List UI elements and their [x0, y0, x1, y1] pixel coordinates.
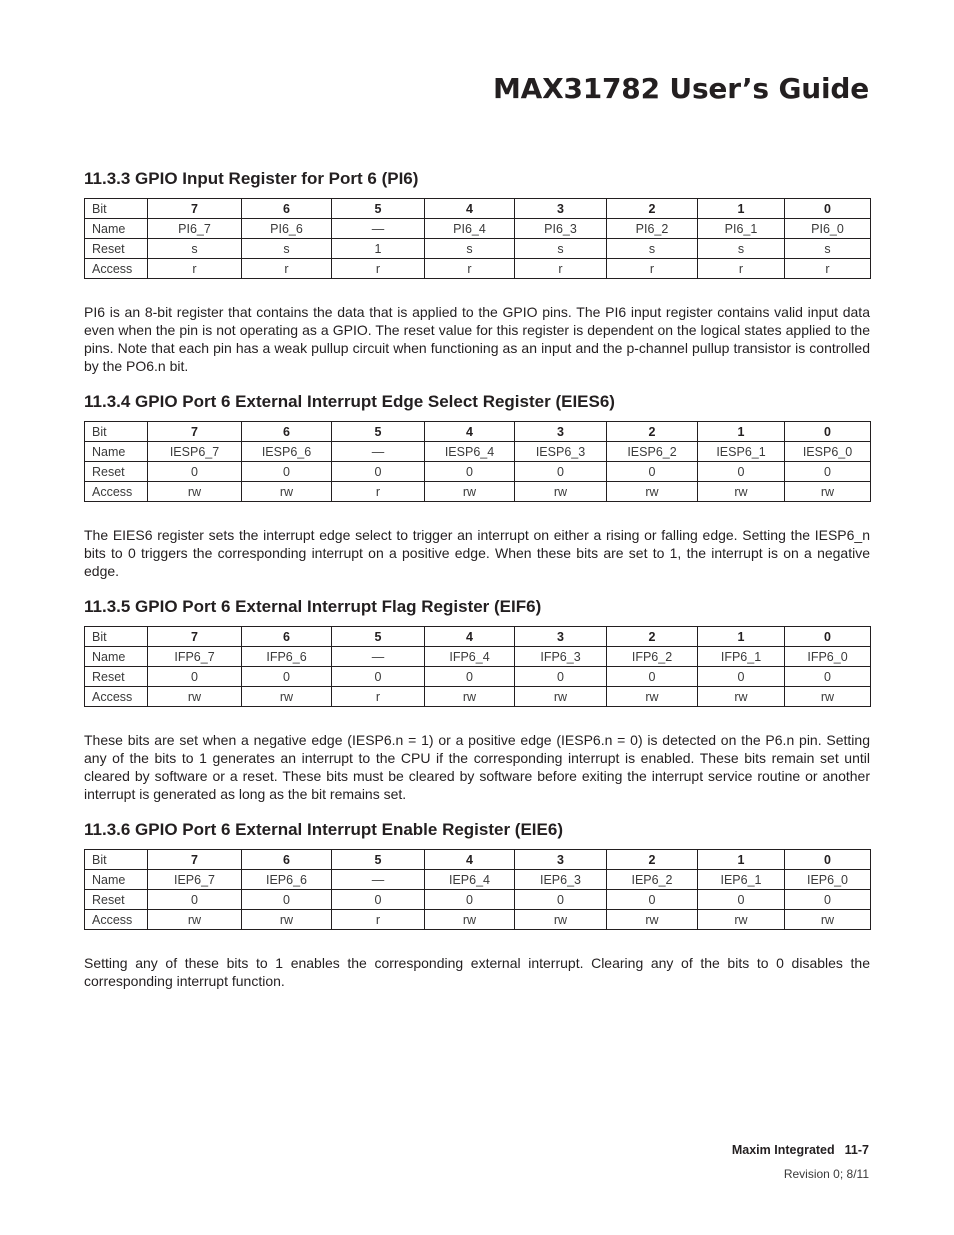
header-cell: 7 [148, 422, 242, 442]
section-heading: 11.3.4 GPIO Port 6 External Interrupt Edge Select Register (EIES6) [84, 392, 615, 411]
table-cell: 0 [607, 890, 698, 910]
table-cell: 0 [515, 890, 607, 910]
table-cell: 0 [332, 667, 425, 687]
table-cell: PI6_4 [425, 219, 515, 239]
table-cell: PI6_2 [607, 219, 698, 239]
header-cell: 0 [785, 850, 871, 870]
table-cell: rw [148, 910, 242, 930]
table-cell: 0 [242, 462, 332, 482]
header-cell: Bit [85, 627, 148, 647]
table-cell: PI6_1 [698, 219, 785, 239]
table-cell: r [607, 259, 698, 279]
register-table [84, 198, 871, 279]
table-row [85, 647, 871, 667]
table-row [85, 870, 871, 890]
header-cell: 7 [148, 627, 242, 647]
table-row [85, 462, 871, 482]
table-cell: rw [148, 687, 242, 707]
table-cell: Reset [85, 890, 148, 910]
table-cell: r [698, 259, 785, 279]
footer-company-line [732, 1143, 869, 1157]
section-eif6 [84, 596, 870, 803]
table-cell: rw [515, 687, 607, 707]
table-cell: PI6_7 [148, 219, 242, 239]
table-cell: rw [242, 482, 332, 502]
table-cell: s [785, 239, 871, 259]
table-cell: rw [515, 482, 607, 502]
header-cell: 3 [515, 199, 607, 219]
table-cell: Access [85, 910, 148, 930]
table-cell: r [785, 259, 871, 279]
table-row [85, 239, 871, 259]
section-heading: 11.3.5 GPIO Port 6 External Interrupt Flag Register (EIF6) [84, 597, 542, 616]
header-cell: 1 [698, 199, 785, 219]
table-cell: rw [242, 687, 332, 707]
header-cell: 6 [242, 850, 332, 870]
header-cell: 7 [148, 199, 242, 219]
table-row [85, 687, 871, 707]
table-cell: IESP6_1 [698, 442, 785, 462]
table-cell: Reset [85, 239, 148, 259]
header-cell: Bit [85, 850, 148, 870]
table-cell: s [698, 239, 785, 259]
table-cell: rw [785, 482, 871, 502]
table-cell: s [515, 239, 607, 259]
table-cell: 0 [425, 462, 515, 482]
table-cell: IEP6_0 [785, 870, 871, 890]
table-cell: rw [607, 482, 698, 502]
table-cell: PI6_3 [515, 219, 607, 239]
table-header-row [85, 850, 871, 870]
header-cell: 3 [515, 627, 607, 647]
table-cell: 0 [785, 667, 871, 687]
table-cell: IFP6_1 [698, 647, 785, 667]
document-body [84, 168, 870, 1006]
header-cell: 6 [242, 627, 332, 647]
header-cell: 2 [607, 199, 698, 219]
register-table [84, 626, 871, 707]
table-row [85, 667, 871, 687]
table-cell: 0 [148, 667, 242, 687]
header-cell: Bit [85, 422, 148, 442]
table-cell: Reset [85, 667, 148, 687]
table-cell: IESP6_7 [148, 442, 242, 462]
table-cell: IFP6_4 [425, 647, 515, 667]
header-cell: 3 [515, 422, 607, 442]
header-cell: 1 [698, 627, 785, 647]
table-cell: rw [698, 910, 785, 930]
table-cell: Name [85, 442, 148, 462]
table-cell: rw [698, 482, 785, 502]
section-heading: 11.3.3 GPIO Input Register for Port 6 (PI6) [84, 169, 419, 188]
table-cell: IESP6_2 [607, 442, 698, 462]
table-cell: rw [698, 687, 785, 707]
header-cell: 1 [698, 422, 785, 442]
header-cell: 4 [425, 850, 515, 870]
table-cell: IFP6_7 [148, 647, 242, 667]
table-cell: r [332, 482, 425, 502]
table-cell: 0 [785, 462, 871, 482]
table-cell: r [332, 259, 425, 279]
table-cell: r [242, 259, 332, 279]
table-cell: IEP6_4 [425, 870, 515, 890]
table-cell: Access [85, 482, 148, 502]
table-row [85, 910, 871, 930]
table-cell: IFP6_0 [785, 647, 871, 667]
header-cell: 4 [425, 627, 515, 647]
table-cell: Access [85, 259, 148, 279]
table-row [85, 259, 871, 279]
page-footer [732, 1143, 869, 1181]
table-cell: 0 [515, 667, 607, 687]
table-cell: rw [607, 687, 698, 707]
table-cell: 0 [515, 462, 607, 482]
table-cell: Name [85, 647, 148, 667]
table-header-row [85, 627, 871, 647]
table-cell: 0 [242, 890, 332, 910]
header-cell: 5 [332, 850, 425, 870]
table-cell: 0 [148, 462, 242, 482]
header-cell: 4 [425, 199, 515, 219]
footer-page-number: 11-7 [844, 1143, 869, 1157]
table-cell: — [332, 647, 425, 667]
table-cell: Access [85, 687, 148, 707]
table-cell: 0 [148, 890, 242, 910]
table-cell: s [242, 239, 332, 259]
table-cell: rw [148, 482, 242, 502]
table-cell: 0 [332, 890, 425, 910]
footer-company: Maxim Integrated [731, 1143, 835, 1157]
section-pi6 [84, 168, 870, 375]
register-table [84, 849, 871, 930]
table-cell: IESP6_6 [242, 442, 332, 462]
document-title: MAX31782 User’s Guide [492, 72, 869, 105]
table-cell: IESP6_3 [515, 442, 607, 462]
table-cell: Reset [85, 462, 148, 482]
table-cell: r [515, 259, 607, 279]
header-cell: 3 [515, 850, 607, 870]
table-cell: 0 [698, 890, 785, 910]
table-cell: IEP6_1 [698, 870, 785, 890]
section-paragraph: Setting any of these bits to 1 enables the corresponding external interrupt. Clearing any of the bits to 0 disables the corresponding interrupt function. [84, 955, 870, 989]
header-cell: 0 [785, 627, 871, 647]
section-eie6 [84, 819, 870, 990]
section-paragraph: These bits are set when a negative edge (IESP6.n = 1) or a positive edge (IESP6.n = 0) is detected on the P6.n pin. Setting any of the bits to 1 generates an interrupt to the CPU if the corresponding interrupt is enabled. These bits remain set until cleared by software or a reset. These bits must be cleared by software before exiting the interrupt service routine or another interrupt is generated as long as the bit remains set. [84, 732, 870, 802]
table-cell: — [332, 442, 425, 462]
table-row [85, 890, 871, 910]
table-cell: IESP6_0 [785, 442, 871, 462]
footer-revision: Revision 0; 8/11 [783, 1167, 869, 1181]
table-cell: rw [242, 910, 332, 930]
table-cell: IEP6_6 [242, 870, 332, 890]
table-cell: rw [785, 687, 871, 707]
table-cell: 0 [698, 462, 785, 482]
table-cell: rw [425, 687, 515, 707]
header-cell: 6 [242, 199, 332, 219]
header-cell: 2 [607, 422, 698, 442]
table-cell: 0 [242, 667, 332, 687]
section-heading: 11.3.6 GPIO Port 6 External Interrupt Enable Register (EIE6) [84, 820, 563, 839]
header-cell: 5 [332, 422, 425, 442]
table-cell: 0 [332, 462, 425, 482]
table-cell: Name [85, 219, 148, 239]
section-eies6 [84, 391, 870, 580]
table-row [85, 482, 871, 502]
section-paragraph: The EIES6 register sets the interrupt edge select to trigger an interrupt on either a rising or falling edge. Setting the IESP6_n bits to 0 triggers the corresponding interrupt on a positive edge. When these bits are set to 1, the interrupt is on a negative edge. [84, 527, 870, 579]
table-cell: 0 [425, 667, 515, 687]
table-header-row [85, 199, 871, 219]
table-cell: r [425, 259, 515, 279]
header-cell: 7 [148, 850, 242, 870]
table-cell: 0 [698, 667, 785, 687]
header-cell: 0 [785, 422, 871, 442]
table-cell: IEP6_7 [148, 870, 242, 890]
table-cell: s [148, 239, 242, 259]
table-cell: 0 [425, 890, 515, 910]
table-cell: 1 [332, 239, 425, 259]
table-cell: r [332, 687, 425, 707]
table-cell: — [332, 870, 425, 890]
table-cell: rw [425, 910, 515, 930]
table-cell: s [607, 239, 698, 259]
table-row [85, 219, 871, 239]
table-cell: IFP6_3 [515, 647, 607, 667]
table-cell: r [332, 910, 425, 930]
table-cell: PI6_6 [242, 219, 332, 239]
table-cell: — [332, 219, 425, 239]
table-cell: r [148, 259, 242, 279]
table-cell: Name [85, 870, 148, 890]
table-cell: s [425, 239, 515, 259]
header-cell: 5 [332, 199, 425, 219]
section-paragraph: PI6 is an 8-bit register that contains the data that is applied to the GPIO pins. The PI6 input register contains valid input data even when the pin is not operating as a GPIO. The reset value for this register is dependent on the logical states applied to the pins. Note that each pin has a weak pullup circuit when functioning as an input and the p-channel pullup transistor is controlled by the PO6.n bit. [84, 304, 870, 374]
table-row [85, 442, 871, 462]
table-cell: 0 [785, 890, 871, 910]
header-cell: 2 [607, 627, 698, 647]
table-cell: 0 [607, 667, 698, 687]
table-cell: IFP6_2 [607, 647, 698, 667]
table-cell: IEP6_3 [515, 870, 607, 890]
table-header-row [85, 422, 871, 442]
table-cell: rw [425, 482, 515, 502]
header-cell: 5 [332, 627, 425, 647]
table-cell: IFP6_6 [242, 647, 332, 667]
header-cell: 2 [607, 850, 698, 870]
table-cell: IESP6_4 [425, 442, 515, 462]
table-cell: 0 [607, 462, 698, 482]
table-cell: PI6_0 [785, 219, 871, 239]
header-cell: Bit [85, 199, 148, 219]
table-cell: IEP6_2 [607, 870, 698, 890]
table-cell: rw [785, 910, 871, 930]
register-table [84, 421, 871, 502]
header-cell: 1 [698, 850, 785, 870]
table-cell: rw [607, 910, 698, 930]
header-cell: 6 [242, 422, 332, 442]
table-cell: rw [515, 910, 607, 930]
header-cell: 4 [425, 422, 515, 442]
header-cell: 0 [785, 199, 871, 219]
